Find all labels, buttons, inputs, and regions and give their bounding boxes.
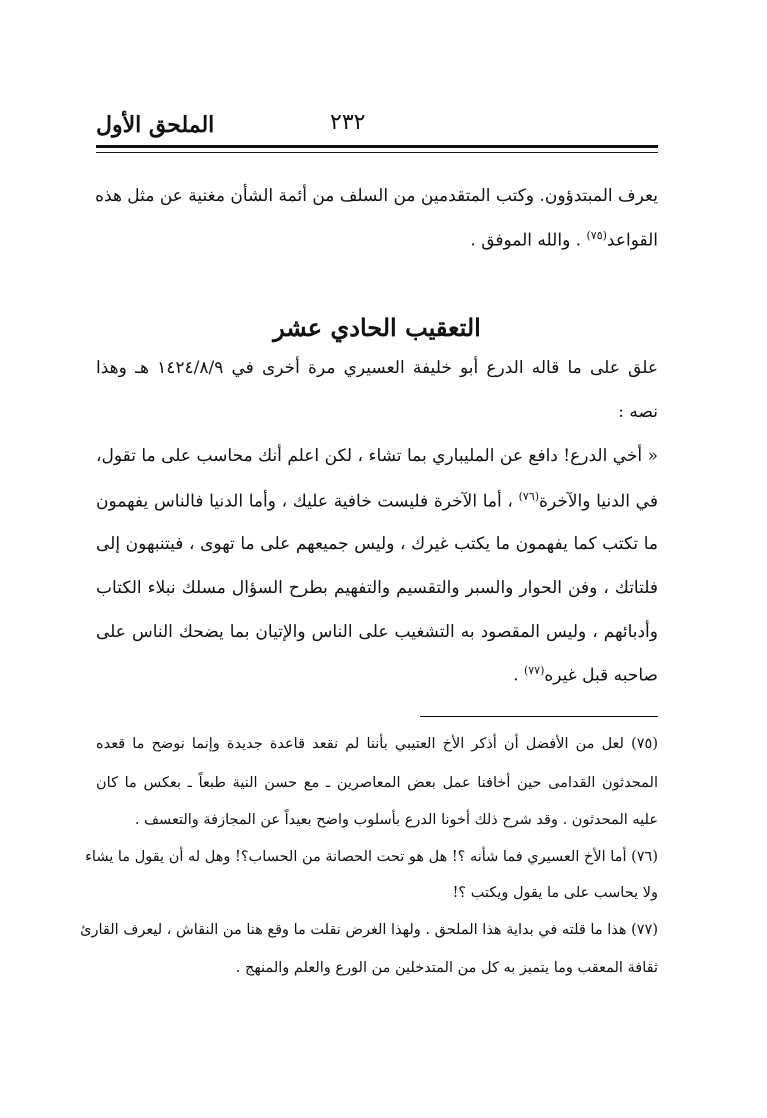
quote-text-b: ، أما الآخرة فليست خافية عليك ، وأما الدنيا فالناس يفهمون (96, 491, 519, 512)
footnote-75-line-2: المحدثون القدامى حين أخافنا عمل بعض المعاصرين ـ مع حسن النية طبعاً ـ بعكس ما كان (96, 775, 658, 791)
quote-text-d: . (513, 665, 524, 686)
footnote-76-line-2: ولا يحاسب على ما يقول ويكتب ؟! (452, 885, 658, 901)
header-rule-thin (96, 152, 658, 153)
intro-tail: . والله الموفق . (470, 230, 587, 251)
footnote-75-line-3: عليه المحدثون . وقد شرح ذلك أخونا الدرع بأسلوب واضح بعيداً عن المجازفة والتعسف . (134, 812, 658, 828)
intro-text: القواعد (606, 230, 658, 251)
footnote-76-line-1: (٧٦) أما الأخ العسيري فما شأنه ؟! هل هو تحت الحصانة من الحساب؟! وهل له أن يقول ما يشاء (85, 849, 658, 865)
footnote-ref-77[interactable]: (٧٧) (523, 664, 545, 677)
running-header-title: الملحق الأول (96, 112, 215, 138)
section-heading: التعقيب الحادي عشر (273, 313, 481, 342)
footnote-77-line-1: (٧٧) هذا ما قلته في بداية هذا الملحق . ولهذا الغرض نقلت ما وقع هنا من النقاش ، ليعرف القارئ (80, 922, 658, 938)
footnote-ref-75[interactable]: (٧٥) (586, 229, 607, 242)
section-intro-line-1: علق على ما قاله الدرع أبو خليفة العسيري مرة أخرى في ١٤٢٤/٨/٩ هـ وهذا (96, 358, 658, 378)
footnote-75-line-1: (٧٥) لعل من الأفضل أن أذكر الأخ العتيبي بأننا لم نقعد قاعدة جديدة وإنما نوضح ما قعده (96, 736, 658, 752)
quote-line-4: فلتاتك ، وفن الحوار والسبر والتقسيم والتفهيم بطرح السؤال مسلك نبلاء الكتاب (96, 578, 658, 598)
footnote-ref-76[interactable]: (٧٦) (518, 490, 540, 503)
quote-line-6 (96, 664, 658, 686)
intro-line-1: يعرف المبتدؤون. وكتب المتقدمين من السلف من أئمة الشأن مغنية عن مثل هذه (95, 186, 658, 206)
footnote-77-line-2: ثقافة المعقب وما يتميز به كل من المتدخلين من الورع والعلم والمنهج . (235, 960, 658, 976)
quote-line-2 (96, 490, 658, 512)
section-intro-line-2: نصه : (618, 402, 658, 422)
quote-line-3: ما تكتب كما يفهمون ما يكتب غيرك ، وليس جميعهم على ما تهوى ، فيتنبهون إلى (96, 534, 658, 554)
quote-text-c: صاحبه قبل غيره (544, 665, 658, 686)
quote-text-a: في الدنيا والآخرة (539, 491, 658, 512)
footnote-separator (420, 716, 658, 717)
intro-line-2 (96, 229, 658, 251)
quote-line-1: « أخي الدرع! دافع عن المليباري بما تشاء ، لكن اعلم أنك محاسب على ما تقول، (96, 446, 658, 466)
header-rule-thick (96, 145, 658, 148)
quote-line-5: وأدبائهم ، وليس المقصود به التشغيب على الناس والإتيان بما يضحك الناس على (96, 622, 658, 642)
page-number: ٢٣٢ (330, 110, 366, 135)
